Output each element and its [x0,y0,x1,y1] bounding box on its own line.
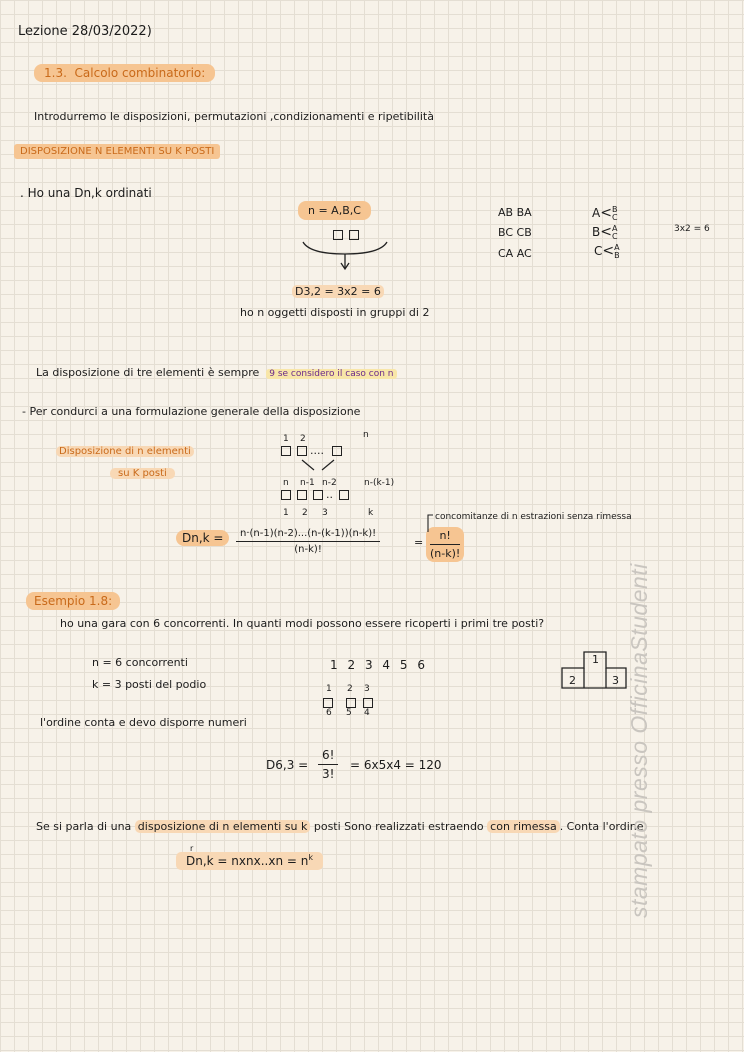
example-sequence [330,658,425,672]
disp-label-2 [110,468,175,480]
set-label-text: n = A,B,C [298,201,371,220]
watermark: stampato presso OfficinaStudenti [626,563,652,918]
slot-top-2: 2 [347,684,353,694]
slot-bottom-1: 6 [326,708,332,718]
note-text: La disposizione di tre elementi è sempre [36,366,260,379]
example-n: n = 6 concorrenti [92,656,188,669]
ordered-line [20,186,152,200]
disp-heading-label: DISPOSIZIONE N ELEMENTI SU K POSTI [14,144,220,159]
rep-text1: Se si parla di una [36,820,132,833]
section-heading [34,66,215,80]
disp-label-1 [56,446,194,458]
diag-place-1: 1 [283,508,289,518]
rep-hl2: con rimessa [487,820,560,833]
example-label-text: Esempio 1.8: [26,592,120,610]
disp-heading [14,146,220,158]
ordered-suffix: ordinati [105,186,152,200]
slot-bottom-3: 4 [364,708,370,718]
note-highlight: 9 se considero il caso con n [266,369,396,379]
formula-lhs [176,531,229,545]
tree-c-b1: A [614,242,620,252]
formula-num2: n! [430,529,460,545]
pair-3: CA AC [498,247,532,260]
diag-place-k: k [368,508,374,518]
disp-label-line2: su K posti [110,468,175,479]
formula-num: n·(n-1)(n-2)...(n-(k-1))(n-k)! [236,528,380,542]
diag-dots2: .. [326,488,333,501]
seq-5: 5 [399,658,408,672]
tree-c-root: C [594,244,603,258]
diag-boxes-bottom [278,488,352,501]
formula-annotation: concomitanze di n estrazioni senza rimessa [435,512,632,522]
slot-top-3: 3 [364,684,370,694]
ordered-prefix: . Ho una [20,186,71,200]
example-formula-rhs: = 6x5x4 = 120 [350,758,442,772]
seq-3: 3 [364,658,373,672]
diag-lines [300,458,340,472]
disp-label-line1: Disposizione di n elementi [56,446,194,457]
annotation-arrow [420,512,434,534]
podium-3: 3 [612,674,619,687]
diag-bl-1: n [283,478,289,488]
formula-lhs-text: Dn,k = [176,530,229,546]
tree-a-b2: C [611,212,618,222]
intro-text: Introdurremo le disposizioni, permutazioni ,condizionamenti e ripetibilità [34,110,434,123]
example-label [26,594,120,608]
tree-c: C<A B [594,242,620,260]
rep-formula-text: Dn,k = nxnx..xn = n [186,854,309,868]
set-caption: ho n oggetti disposti in gruppi di 2 [240,306,430,319]
rep-text2: posti Sono realizzati estraendo [313,820,484,833]
diag-idx-2: 2 [300,434,306,444]
seq-2: 2 [347,658,356,672]
repetition-formula [176,844,323,868]
set-result-text: D3,2 = 3x2 = 6 [292,285,384,298]
note-line [36,366,397,380]
pair-2: BC CB [498,226,532,239]
seq-6: 6 [417,658,425,672]
brace-arrow [300,238,390,272]
diag-idx-1: 1 [283,434,289,444]
example-formula-den: 3! [322,767,335,781]
tree-b-b2: C [611,231,618,241]
tree-a: A<B C [592,204,618,222]
example-formula-num: 6! [318,748,338,765]
tree-b-root: B [592,225,601,239]
diag-place-2: 2 [302,508,308,518]
section-title: Calcolo combinatorio: [74,66,206,80]
rep-text3: . Conta l'ordine [559,820,644,833]
diag-idx-n: n [363,430,369,440]
podium-2: 2 [569,674,576,687]
example-fraction [318,748,338,781]
diag-bl-4: n-(k-1) [364,478,395,488]
example-formula-lhs: D6,3 = [266,758,309,772]
tree-b: B<A C [592,223,618,241]
tree-a-b1: B [611,204,618,214]
repetition-line [36,820,644,833]
pair-1: AB BA [498,206,532,219]
general-text: - Per condurci a una formulazione generale della disposizione [22,405,361,418]
seq-1: 1 [330,658,338,672]
rep-sup-r: r [190,844,194,853]
diag-dots: .... [310,444,324,457]
tree-result: 3x2 = 6 [674,224,710,234]
diag-bl-3: n-2 [322,478,337,488]
formula-fraction [236,528,380,555]
rep-exp: k [308,853,313,862]
set-result [292,285,384,298]
formula-den2: (n-k)! [430,547,461,560]
tree-a-root: A [592,206,601,220]
podium-1: 1 [592,653,599,666]
formula-den: (n-k)! [294,544,322,555]
slot-bottom-2: 5 [346,708,352,718]
example-question: ho una gara con 6 concorrenti. In quanti modi possono essere ricoperti i primi tre posti? [60,617,545,630]
slot-top-1: 1 [326,684,332,694]
diag-boxes-top [278,444,345,457]
ordered-symbol: Dn,k [74,186,102,200]
tree-b-b1: A [611,223,618,233]
tree-c-b2: B [614,250,620,260]
diag-bl-2: n-1 [300,478,315,488]
formula-eq: = [414,536,424,549]
example-order: l'ordine conta e devo disporre numeri [40,716,247,729]
rep-hl1: disposizione di n elementi su k [135,820,311,833]
seq-4: 4 [382,658,391,672]
section-number: 1.3. [44,66,67,80]
set-label [298,204,371,217]
example-k: k = 3 posti del podio [92,678,207,691]
page-title: Lezione 28/03/2022) [18,24,152,39]
diag-place-3: 3 [322,508,328,518]
